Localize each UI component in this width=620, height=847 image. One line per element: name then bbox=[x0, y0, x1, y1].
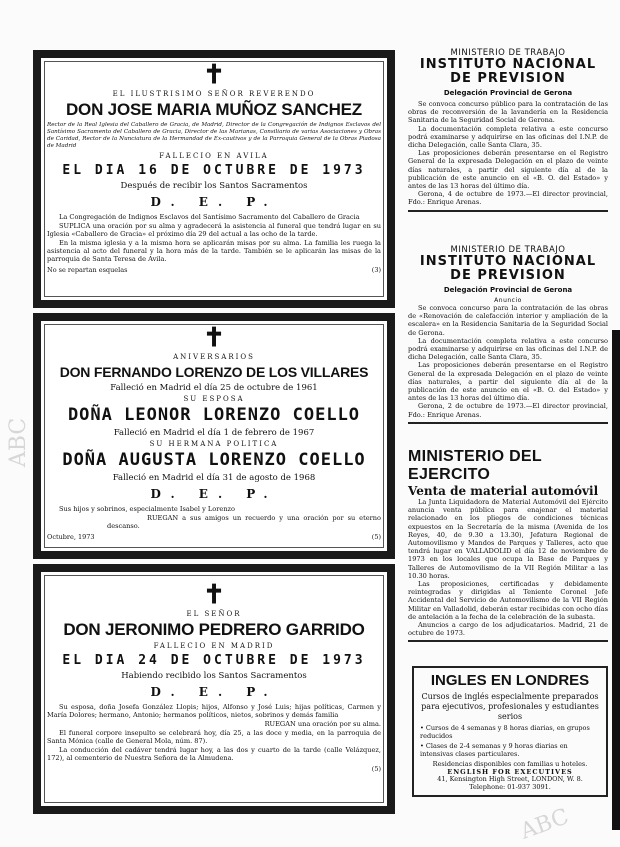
death-line: Falleció en Madrid el día 1 de febrero de 1967 bbox=[113, 428, 315, 438]
paragraph: La documentación completa relativa a este concurso podrá examinarse y adquirirse en las oficinas del I.N.P. de dicha Delegación, calle Santa Clara, 35. bbox=[408, 336, 608, 362]
cross-icon: ✝ bbox=[203, 60, 225, 90]
rip: D. E. P. bbox=[150, 685, 278, 699]
ad-address: 41, Kensington High Street, LONDON, W. 8. Telephone: 01-937 3091. bbox=[437, 775, 583, 791]
paragraph: Se convoca concurso para la contratación de las obras de «Renovación de calefacción interior y ampliación de la escalera» en la Residencia Sanitaria de la Seguridad Social de Gerona. bbox=[408, 304, 608, 337]
page-edge bbox=[612, 330, 620, 830]
paragraph: Las proposiciones deberán presentarse en el Registro General de la expresada Delegación en el plazo de veinte días naturales, a partir del siguiente día al de la publicación de este anuncio en el «B. O. del Estado» y antes de las 13 horas del último día. bbox=[408, 149, 608, 191]
signature: Gerona, 4 de octubre de 1973.—El director provincial, Fdo.: Enrique Arenas. bbox=[408, 190, 608, 207]
divider bbox=[408, 640, 608, 642]
death-date: EL DIA 24 DE OCTUBRE DE 1973 bbox=[62, 653, 366, 668]
notice-inp-2 bbox=[408, 245, 608, 427]
ad-ingles-londres bbox=[412, 666, 608, 797]
paragraph: Las proposiciones deberán presentarse en el Registro General de la expresada Delegación en el plazo de veinte días naturales, a partir del siguiente día al de la publicación de este anuncio en el «B. O. del Estado» y antes de las 13 horas del último día. bbox=[408, 361, 608, 403]
obituary-title: EL SEÑOR bbox=[186, 610, 242, 618]
paragraph: El funeral corpore insepulto se celebrará hoy, día 25, a las doce y media, en la parroquia de Santa Mónica (calle de General Mola, núm. 87). bbox=[47, 729, 381, 745]
notice-inp-1 bbox=[408, 48, 608, 215]
delegation: Delegación Provincial de Gerona bbox=[443, 89, 573, 97]
obituary-pedrero-garrido bbox=[33, 564, 395, 814]
paragraph: Las proposiciones, certificadas y debidamente reintegradas y dirigidas al Teniente Coronel Jefe Accidental del Servicio de Automovilismo de la VII Región Militar en Valladolid, deberán estar recibidas con ocho días de antelación a la fecha de la celebración de la subasta. bbox=[408, 580, 608, 621]
ministry-heading: MINISTERIO DEL EJERCITO bbox=[408, 448, 542, 483]
ad-number: (5) bbox=[371, 765, 381, 773]
paragraph: Su esposa, doña Josefa González Llopis; hijos, Alfonso y José Luis; hijas políticas, Carmen y María Dolores; hermano, Antonio; hermanos políticos, nietos, sobrinos y demás familia bbox=[47, 703, 381, 719]
ad-lodging: Residencias disponibles con familias u hoteles. bbox=[432, 760, 588, 768]
institute-heading: INSTITUTO NACIONAL DE PREVISION bbox=[419, 57, 597, 86]
obituary-lorenzo-anniversaries bbox=[33, 313, 395, 559]
ad-lead: Cursos de inglés especialmente preparados para ejecutivos, profesionales y estudiantes serios bbox=[421, 692, 599, 721]
rip: D. E. P. bbox=[150, 487, 278, 501]
death-date: EL DIA 16 DE OCTUBRE DE 1973 bbox=[62, 163, 366, 178]
cross-icon: ✝ bbox=[203, 323, 225, 353]
death-line: Falleció en Madrid el día 25 de octubre de 1961 bbox=[110, 383, 318, 393]
paragraph: RUEGAN a sus amigos un recuerdo y una oración por su eterno descanso. bbox=[107, 514, 381, 530]
watermark: ABC bbox=[6, 417, 32, 468]
sacraments-line: Después de recibir los Santos Sacramentos bbox=[120, 181, 308, 191]
ad-number: (5) bbox=[371, 533, 381, 541]
notice-subtitle: Anuncio bbox=[494, 297, 522, 304]
ministry-heading: MINISTERIO DE TRABAJO bbox=[450, 48, 566, 58]
deceased-name: DOÑA AUGUSTA LORENZO COELLO bbox=[62, 450, 366, 470]
death-line: Falleció en Madrid el día 31 de agosto de 1968 bbox=[112, 473, 316, 483]
notice-ejercito bbox=[408, 448, 608, 645]
watermark: ABC bbox=[517, 804, 573, 845]
divider bbox=[408, 422, 608, 424]
footer-note: No se repartan esquelas bbox=[47, 266, 128, 274]
signature: Gerona, 2 de octubre de 1973.—El director provincial, Fdo.: Enrique Arenas. bbox=[408, 402, 608, 419]
divider bbox=[408, 210, 608, 212]
death-place: FALLECIO EN AVILA bbox=[159, 152, 269, 160]
obituaries-column bbox=[33, 50, 395, 814]
paragraph: La conducción del cadáver tendrá lugar hoy, a las dos y cuarto de la tarde (calle Velázquez, 172), al cementerio de Nuestra Señora de la Almudena. bbox=[47, 746, 381, 762]
deceased-name: DON JOSE MARIA MUÑOZ SANCHEZ bbox=[65, 100, 362, 119]
institute-heading: INSTITUTO NACIONAL DE PREVISION bbox=[419, 254, 597, 283]
ad-company: ENGLISH FOR EXECUTIVES bbox=[447, 767, 573, 776]
notice-title: Venta de material automóvil bbox=[408, 484, 599, 498]
obituary-munoz-sanchez bbox=[33, 50, 395, 308]
obituary-title: EL ILUSTRISIMO SEÑOR REVERENDO bbox=[112, 90, 316, 98]
paragraph: Se convoca concurso público para la contratación de las obras de reconversión de la lavandería en la Residencia Sanitaria de la Seguridad Social de Gerona. bbox=[408, 100, 608, 125]
footer-note: Octubre, 1973 bbox=[47, 533, 95, 541]
ad-bullet: • Clases de 2-4 semanas y 9 horas diarias en intensivas clases particulares. bbox=[420, 742, 568, 758]
rip: D. E. P. bbox=[150, 195, 278, 209]
deceased-bio: Rector de la Real Iglesia del Caballero de Gracia, de Madrid, Director de la Congregación de Indignos Esclavos del Santísimo Sacramento del Caballero de Gracia, Director de las Marianas, Consiliario de varias Asociaciones y Obras de Caridad, Rector de la Nunciatura de la Hermandad de Ex-cautivos y de la Parroquia General de la Obras Piadosa de Madrid bbox=[47, 122, 381, 149]
deceased-name: DON JERONIMO PEDRERO GARRIDO bbox=[63, 620, 365, 639]
ad-title: INGLES EN LONDRES bbox=[430, 672, 590, 689]
paragraph: La Junta Liquidadora de Material Automóvil del Ejército anuncia venta pública para enajenar el material relacionado en los pliegos de condiciones técnicas expuestos en la Secretaría de la misma (Avenida de los Reyes, 40, de 9.30 a 13.30), Jefatura Regional de Automovilismo y Mandos de Parques y Talleres, acto que tendrá lugar en VALLADOLID el día 12 de noviembre de 1973 en los locales que ocupa la Base de Parques y Talleres de Automovilismo de la VII Región Militar a las 10.30 horas. bbox=[408, 498, 608, 580]
death-place: FALLECIO EN MADRID bbox=[153, 642, 275, 650]
ministry-heading: MINISTERIO DE TRABAJO bbox=[450, 245, 566, 255]
paragraph: Anuncios a cargo de los adjudicatarios. Madrid, 21 de octubre de 1973. bbox=[408, 621, 608, 638]
paragraph: SUPLICA una oración por su alma y agradecerá la asistencia al funeral que tendrá lugar en su Iglesia «Caballero de Gracia» el próximo día 29 del actual a las ocho de la tarde. bbox=[47, 222, 381, 238]
sacraments-line: Habiendo recibido los Santos Sacramentos bbox=[121, 671, 307, 681]
paragraph: Sus hijos y sobrinos, especialmente Isabel y Lorenzo bbox=[59, 505, 236, 513]
paragraph: La documentación completa relativa a este concurso podrá examinarse y adquirirse en las oficinas del I.N.P. de dicha Delegación, calle Santa Clara, 35. bbox=[408, 124, 608, 150]
ad-bullet: • Cursos de 4 semanas y 8 horas diarias, en grupos reducidos bbox=[420, 724, 590, 740]
paragraph: En la misma iglesia y a la misma hora se aplicarán misas por su alma. La familia les ruega la asistencia al acto del funeral y la hora más de la tarde. También se le aplicarán las misas de la parroquia de Santa Teresa de Avila. bbox=[47, 239, 381, 263]
paragraph: RUEGAN una oración por su alma. bbox=[264, 720, 381, 728]
obituary-title: ANIVERSARIOS bbox=[173, 353, 255, 361]
relation: SU ESPOSA bbox=[183, 395, 245, 403]
paragraph: La Congregación de Indignos Esclavos del Santísimo Sacramento del Caballero de Gracia bbox=[59, 213, 360, 221]
ad-number: (3) bbox=[371, 266, 381, 274]
relation: SU HERMANA POLITICA bbox=[149, 440, 279, 448]
delegation: Delegación Provincial de Gerona bbox=[443, 286, 573, 294]
deceased-name: DON FERNANDO LORENZO DE LOS VILLARES bbox=[59, 364, 369, 380]
deceased-name: DOÑA LEONOR LORENZO COELLO bbox=[67, 405, 361, 425]
cross-icon: ✝ bbox=[203, 580, 225, 610]
